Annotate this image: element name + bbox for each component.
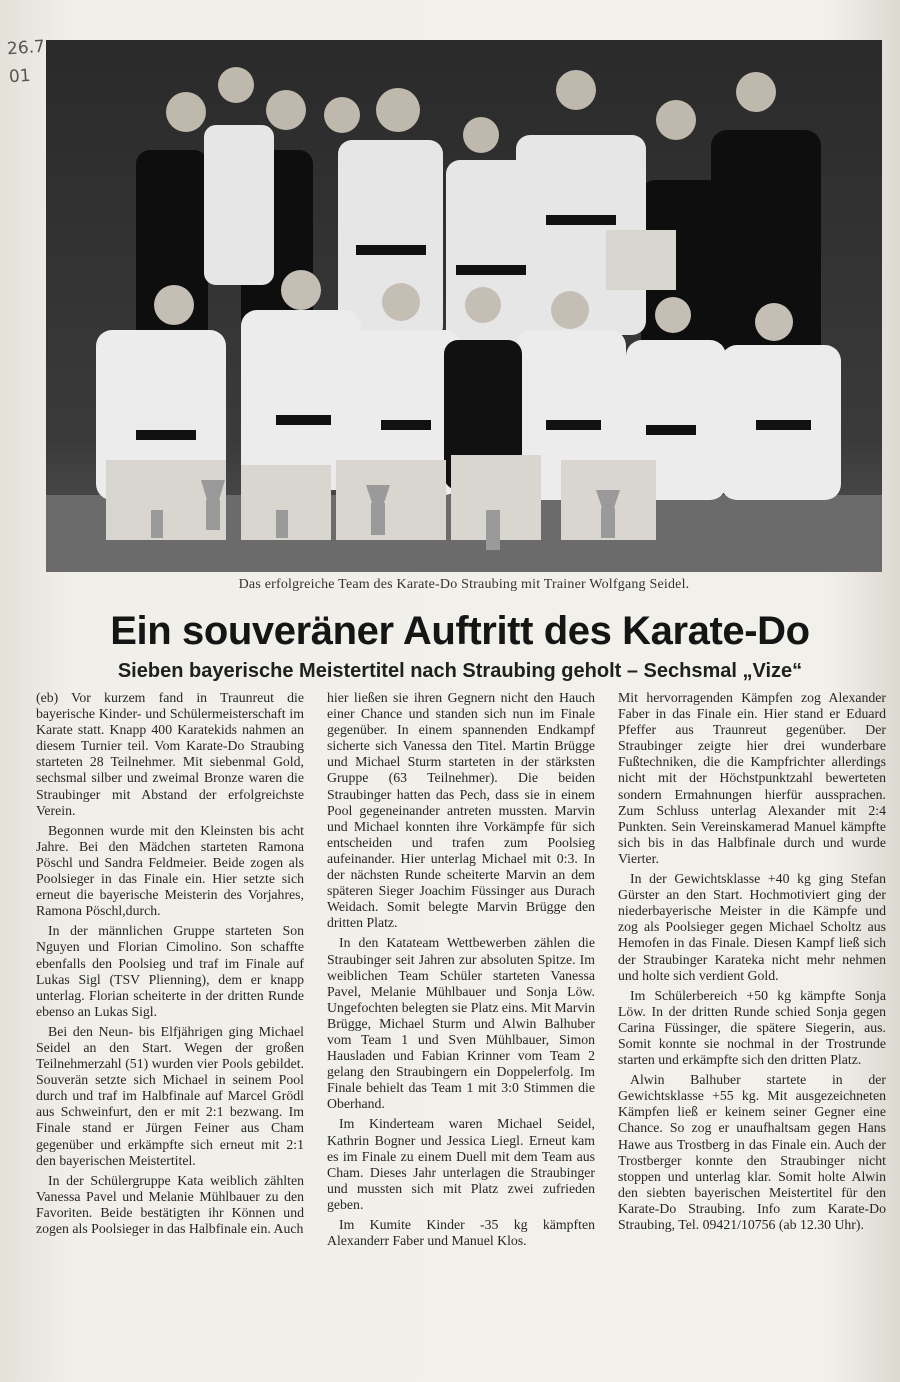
- paragraph: In der Schülergruppe Kata weiblich zählten Vanessa Pavel und Melanie Mühlbauer zu den Favoriten. Beide bestätigten ihr Können und zogen als Poolsieger in das Halbfinale ein. Auch: [36, 1172, 304, 1236]
- article-headline: Ein souveräner Auftritt des Karate-Do: [110, 609, 810, 653]
- paragraph: (eb) Vor kurzem fand in Traunreut die bayerische Kinder- und Schülermeisterschaft im Karate statt. Knapp 400 Karatekids nahmen an diesem Turnier teil. Vom Karate-Do Straubing starteten 28 Teilnehmer. Mit siebenmal Gold, sechsmal silber und zweimal Bronze waren die Straubinger mit Abstand der erfolgreichste Verein.: [36, 690, 304, 818]
- article-subheadline: Sieben bayerische Meistertitel nach Straubing geholt – Sechsmal „Vize“: [117, 660, 803, 682]
- paragraph: Im Kinderteam waren Michael Seidel, Kathrin Bogner und Jessica Liegl. Erneut kam es im Finale zu einem Duell mit dem Team aus Cham. Dieses Jahr unterlagen die Straubinger und mussten sich mit Platz zwei zufrieden geben.: [327, 1116, 595, 1212]
- article-column-3: [618, 690, 886, 1375]
- group-photo-icon: [46, 40, 882, 572]
- paragraph: Bei den Neun- bis Elfjährigen ging Michael Seidel an den Start. Wegen der großen Teilnehmerzahl (51) wurden vier Pools gebildet. Souverän setzte sich Michael in seinem Pool durch und traf im Halbfinale auf Marcel Grödl aus Schweinfurt, den er mit 2:1 bezwang. Im Finale stand er Jürgen Feiner aus Cham gegenüber und erkämpfte sich erneut mit 2:1 den bayerischen Meistertitel.: [36, 1023, 304, 1168]
- handwritten-note-line2: 01: [8, 65, 32, 88]
- paragraph: In der männlichen Gruppe starteten Son Nguyen und Florian Cimolino. Son schaffte ebenfalls den Poolsieg und traf im Finale auf Lukas Sigl (TSV Plienning), dem er knapp unterlag. Florian scheiterte in der dritten Runde ebenso an Lukas Sigl.: [36, 923, 304, 1019]
- handwritten-note-line1: 26.7: [6, 36, 46, 60]
- paragraph: hier ließen sie ihren Gegnern nicht den Hauch einer Chance und standen sich nun im Finale gegenüber. In einem spannenden Endkampf sicherte sich Vanessa den Titel. Martin Brügge und Michael Sturm starteten in der stärksten Gruppe (63 Teilnehmer). Die beiden Straubinger hatten das Pech, dass sie in einem Pool gegeneinander antreten mussten. Marvin und Michael konnten ihre Vorkämpfe für sich entscheiden und trafen zum Poolsieg aufeinander. Hier unterlag Michael mit 0:3. In der nächsten Runde scheiterte Marvin an dem späteren Sieger Joachim Füssinger aus Durach Weidach. Somit belegte Marvin Brügge den dritten Platz.: [327, 690, 595, 931]
- paragraph: In der Gewichtsklasse +40 kg ging Stefan Gürster an den Start. Hochmotiviert ging der niederbayerische Meister in die Kämpfe und zog als Poolsieger gegen Michael Scholtz aus Hemofen in das Finale. Diesen Kampf ließ sich der Straubinger Karateka nicht mehr nehmen und holte sich verdient Gold.: [618, 871, 886, 983]
- team-photo: [46, 40, 882, 572]
- paragraph: In den Katateam Wettbewerben zählen die Straubinger seit Jahren zur absoluten Spitze. Im weiblichen Team Schüler starteten Vanessa Pavel, Melanie Mühlbauer und Sonja Löw. Ungefochten belegten sie Platz eins. Mit Marvin Brügge, Michael Sturm und Alwin Balhuber vom Team 1 und Sven Mühlbauer, Simon Hausladen und Fabian Krinner vom Team 2 gelang den Straubingern ein Doppelerfolg. Im Finale behielt das Team 1 mit 3:0 Stimmen die Oberhand.: [327, 935, 595, 1112]
- article-body: [36, 690, 886, 1375]
- article-column-1: [36, 690, 304, 1375]
- handwritten-date-note: [6, 33, 48, 92]
- photo-caption: Das erfolgreiche Team des Karate-Do Straubing mit Trainer Wolfgang Seidel.: [238, 577, 690, 592]
- paragraph: Begonnen wurde mit den Kleinsten bis acht Jahre. Bei den Mädchen starteten Ramona Pöschl und Sandra Feldmeier. Beide zogen als Poolsieger in das Finale ein. Hier setzte sich erneut die bayerische Meisterin des Vorjahres, Ramona Pöschl,durch.: [36, 822, 304, 919]
- article-column-2: [327, 690, 595, 1375]
- paragraph: Im Kumite Kinder -35 kg kämpften Alexanderr Faber und Manuel Klos.: [327, 1217, 595, 1249]
- paragraph: Mit hervorragenden Kämpfen zog Alexander Faber in das Finale ein. Hier stand er Eduard Pfeffer aus Traunreut gegenüber. Der Straubinger zeigte hier drei wunderbare Fußtechniken, die die Kampfrichter allerdings nicht mit der Höchstpunktzahl bewerteten sondern Ermahnungen hierfür aussprachen. Zum Schluss unterlag Alexander mit 2:4 Punkten. Sein Vereinskamerad Manuel kämpfte sich bis in das Halbfinale durch und wurde Vierter.: [618, 690, 886, 866]
- paragraph: Im Schülerbereich +50 kg kämpfte Sonja Löw. In der dritten Runde schied Sonja gegen Carina Füssinger, die spätere Siegerin, aus. Somit konnte sie nochmal in der Trostrunde starten und erkämpfte sich den dritten Platz.: [618, 987, 886, 1068]
- paragraph: Alwin Balhuber startete in der Gewichtsklasse +55 kg. Mit ausgezeichneten Kämpfen ließ er keinem seiner Gegner eine Chance. So zog er unaufhaltsam gegen Hans Hawe aus Trostberg in das Finale ein. Auch der Trostberger konnte den Straubinger nicht stoppen und unterlag klar. Somit holte Alwin den siebten bayerischen Meistertitel für den Karate-Do Straubing. Info zum Karate-Do Straubing, Tel. 09421/10756 (ab 12.30 Uhr).: [618, 1072, 886, 1232]
